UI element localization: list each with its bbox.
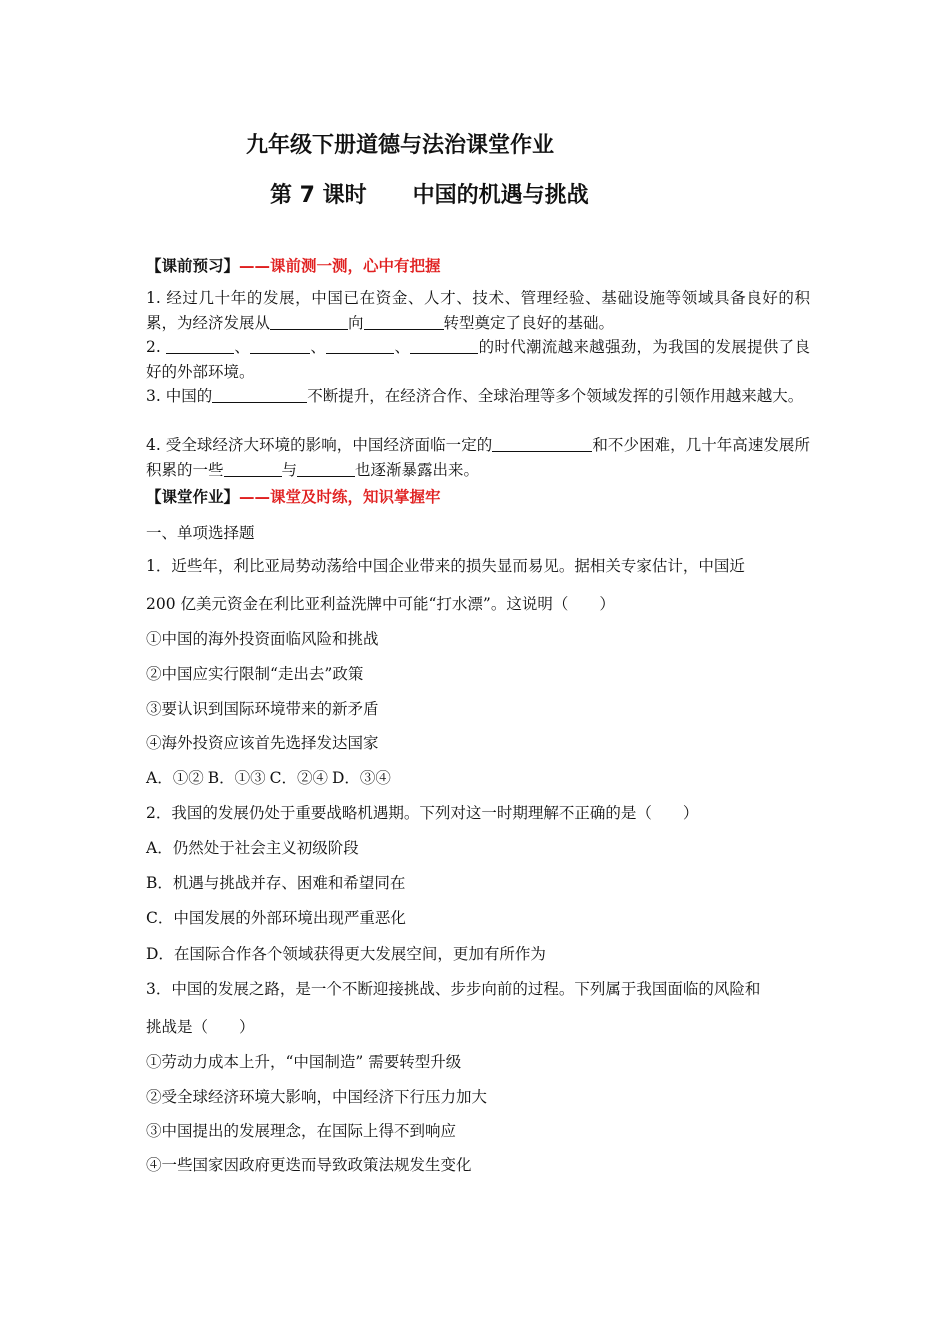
q2-sep: 、: [234, 338, 251, 356]
fill-blank[interactable]: [297, 460, 355, 477]
mc-question-1-options: [146, 766, 391, 788]
q3-text-b: 不断提升，在经济合作、全球治理等多个领域发挥的引领作用越来越大。: [307, 387, 804, 405]
q2-sep: 、: [310, 338, 327, 356]
classwork-heading: [146, 485, 441, 507]
fill-blank[interactable]: [410, 337, 478, 354]
statement-item: ④一些国家因政府更迭而导致政策法规发生变化: [146, 1156, 472, 1174]
page-title: 九年级下册道德与法治课堂作业: [246, 133, 555, 158]
fill-blank[interactable]: [492, 435, 592, 452]
fill-blank[interactable]: [250, 337, 310, 354]
q4-text-c: 与: [281, 460, 298, 479]
option-a[interactable]: A．仍然处于社会主义初级阶段: [146, 839, 359, 857]
q1-text-b: 向: [348, 313, 364, 332]
statement-item: ②受全球经济环境大影响，中国经济下行压力加大: [146, 1088, 488, 1106]
classwork-heading-label: 【课堂作业】: [146, 488, 240, 506]
statement-item: ①劳动力成本上升，“中国制造” 需要转型升级: [146, 1053, 462, 1071]
option-c[interactable]: C．中国发展的外部环境出现严重恶化: [146, 909, 406, 927]
option-b[interactable]: B．机遇与挑战并存、困难和希望同在: [146, 874, 406, 892]
statement-item: ③要认识到国际环境带来的新矛盾: [146, 700, 379, 718]
mc-question-2-stem: 2．我国的发展仍处于重要战略机遇期。下列对这一时期理解不正确的是（ ）: [146, 804, 699, 822]
lesson-number: 第 7 课时: [270, 183, 367, 208]
preview-question-1: [146, 286, 810, 335]
statement-item: ③中国提出的发展理念，在国际上得不到响应: [146, 1122, 457, 1140]
option-c[interactable]: C．②④: [269, 769, 328, 787]
option-b[interactable]: B．①③: [207, 769, 266, 787]
mc-question-3-stem-cont: 挑战是（ ）: [146, 1018, 255, 1036]
option-d[interactable]: D．在国际合作各个领域获得更大发展空间，更加有所作为: [146, 945, 546, 963]
fill-blank[interactable]: [364, 313, 444, 330]
mc-question-1-stem: 1．近些年，利比亚局势动荡给中国企业带来的损失显而易见。据相关专家估计，中国近: [146, 557, 745, 575]
preview-heading: [146, 254, 441, 276]
q3-text-a: 3. 中国的: [146, 387, 213, 405]
preview-heading-label: 【课前预习】: [146, 257, 240, 275]
statement-item: ④海外投资应该首先选择发达国家: [146, 734, 379, 752]
q2-number: 2.: [146, 338, 161, 356]
q2-sep: 、: [394, 338, 411, 356]
option-a[interactable]: A．①②: [146, 769, 204, 787]
q2-text-b: 的时代潮流越来越强劲，为我国的发展提供了良好的外部环境。: [146, 338, 810, 381]
mc-question-3-stem: 3．中国的发展之路，是一个不断迎接挑战、步步向前的过程。下列属于我国面临的风险和: [146, 980, 761, 998]
classwork-heading-slogan: ——课堂及时练，知识掌握牢: [239, 488, 441, 506]
fill-blank[interactable]: [166, 337, 234, 354]
fill-blank[interactable]: [270, 313, 348, 330]
statement-item: ②中国应实行限制“走出去”政策: [146, 665, 364, 683]
lesson-title: [270, 178, 589, 209]
q1-text-a: 1. 经过几十年的发展，中国已在资金、人才、技术、管理经验、基础设施等领域具备良好的积累，为经济发展从: [146, 289, 810, 332]
fill-blank[interactable]: [326, 337, 394, 354]
preview-question-4: [146, 433, 810, 482]
fill-blank[interactable]: [212, 386, 307, 403]
statement-item: ①中国的海外投资面临风险和挑战: [146, 630, 379, 648]
q4-text-b: 和不少困难，几十年高速发展所积累的一些: [146, 436, 810, 479]
q4-text-d: 也逐渐暴露出来。: [355, 460, 480, 479]
fill-blank[interactable]: [224, 460, 282, 477]
mc-question-1-stem-cont: 200 亿美元资金在利比亚利益洗牌中可能“打水漂”。这说明（ ）: [146, 595, 615, 613]
preview-heading-slogan: ——课前测一测，心中有把握: [239, 257, 441, 275]
preview-question-2: [146, 335, 810, 384]
option-d[interactable]: D．③④: [331, 769, 391, 787]
q4-text-a: 4. 受全球经济大环境的影响，中国经济面临一定的: [146, 436, 493, 454]
preview-question-3: [146, 384, 810, 409]
q1-text-c: 转型奠定了良好的基础。: [443, 313, 615, 332]
lesson-topic: 中国的机遇与挑战: [412, 183, 589, 208]
section-title: 一、单项选择题: [146, 524, 255, 542]
